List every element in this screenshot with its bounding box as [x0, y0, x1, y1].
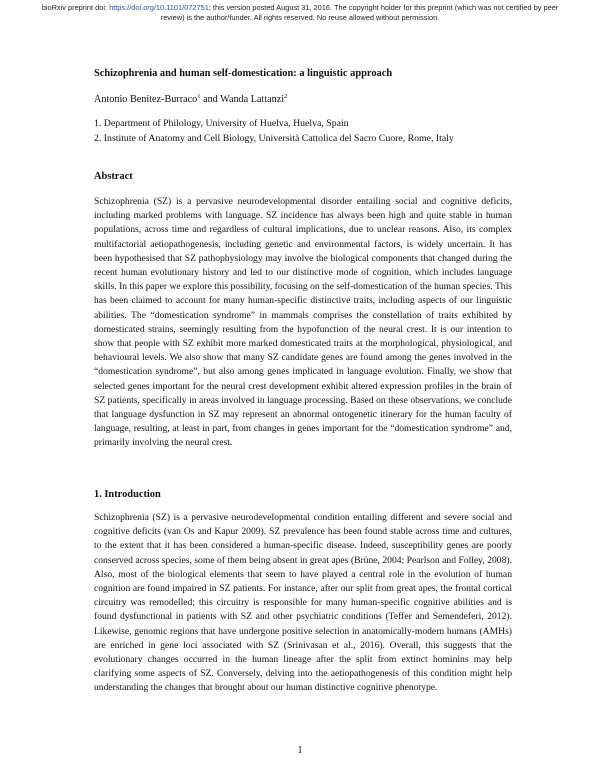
author-name: Wanda Lattanzi: [220, 94, 285, 105]
abstract-heading: Abstract: [94, 171, 133, 182]
author-name: Antonio Benítez-Burraco: [94, 94, 198, 105]
abstract-text: Schizophrenia (SZ) is a pervasive neurodevelopmental disorder entailing social and cognitive deficits, including marked problems with language. SZ incidence has always been high and quite stable in human populations, across time and regardless of cultural implications, due to unclear reasons. Also, its complex multifactorial aetiopathogenesis, including genetic and environmental factors, is widely uncertain. It has been hypothesised that SZ pathophysiology may involve the biological components that changed during the recent human evolutionary history and led to our distinctive mode of cognition, which includes language skills. In this paper we explore this possibility, focusing on the self-domestication of the human species. This has been claimed to account for many human-specific distinctive traits, including aspects of our linguistic abilities. The “domestication syndrome” in mammals comprises the constellation of traits exhibited by domesticated strains, seemingly resulting from the hypofunction of the neural crest. It is our intention to show that people with SZ exhibit more marked domesticated traits at the morphological, physiological, and behavioural levels. We also show that many SZ candidate genes are found among the genes involved in the “domestication syndrome”, but also among genes implicated in language evolution. Finally, we show that selected genes important for the neural crest development exhibit altered expression profiles in the brain of SZ patients, specifically in areas involved in language processing. Based on these observations, we conclude that language dysfunction in SZ may represent an abnormal ontogenetic itinerary for the human faculty of language, resulting, at least in part, from changes in genes important for the “domestication syndrome” and, primarily involving the neural crest.: [94, 196, 512, 449]
banner-prefix: bioRxiv preprint doi:: [41, 3, 110, 12]
doi-link[interactable]: https://doi.org/10.1101/072751: [109, 3, 209, 12]
author-line: [94, 93, 534, 106]
author-separator: and: [200, 94, 221, 105]
banner-suffix: ; this version posted August 31, 2016. The copyright holder for this preprint (which was not certified by peer review) is the author/funder. All rights reserved. No reuse allowed without permission.: [160, 3, 559, 22]
paper-title: Schizophrenia and human self-domestication: a linguistic approach: [94, 68, 393, 79]
affiliation-item: 1. Department of Philology, University of Huelva, Huelva, Spain: [94, 118, 349, 129]
affiliations: [94, 116, 534, 146]
page-number: 1: [297, 745, 303, 756]
author-affiliation-marker: 2: [284, 93, 288, 100]
affiliation-item: 2. Institute of Anatomy and Cell Biology, Università Cattolica del Sacro Cuore, Rome, Italy: [94, 133, 454, 144]
preprint-banner: [40, 3, 560, 23]
author-affiliation-marker: 1: [197, 93, 201, 100]
section-heading-introduction: 1. Introduction: [94, 489, 161, 500]
introduction-text: Schizophrenia (SZ) is a pervasive neurodevelopmental condition entailing different and severe social and cognitive deficits (van Os and Kapur 2009). SZ prevalence has been found stable across time and cultures, to the extent that it has been considered a human-specific disease. Indeed, susceptibility genes are poorly conserved across species, some of them being absent in great apes (Brüne, 2004; Pearlson and Folley, 2008). Also, most of the biological elements that seem to have played a central role in the evolution of human cognition are found impaired in SZ patients. For instance, after our split from great apes, the frontal cortical circuitry was remodelled; this circuitry is responsible for many human-specific cognitive abilities and is found dysfunctional in patients with SZ and other psychiatric conditions (Teffer and Semendeferi, 2012). Likewise, genomic regions that have undergone positive selection in anatomically-modern humans (AMHs) are enriched in gene loci associated with SZ (Srinivasan et al., 2016). Overall, this suggests that the evolutionary changes occurred in the human lineage after the split from extinct hominins may help clarifying some aspects of SZ. Conversely, delving into the aetiopathogenesis of this condition might help understanding the changes that brought about our human distinctive cognitive phenotype.: [94, 512, 512, 694]
